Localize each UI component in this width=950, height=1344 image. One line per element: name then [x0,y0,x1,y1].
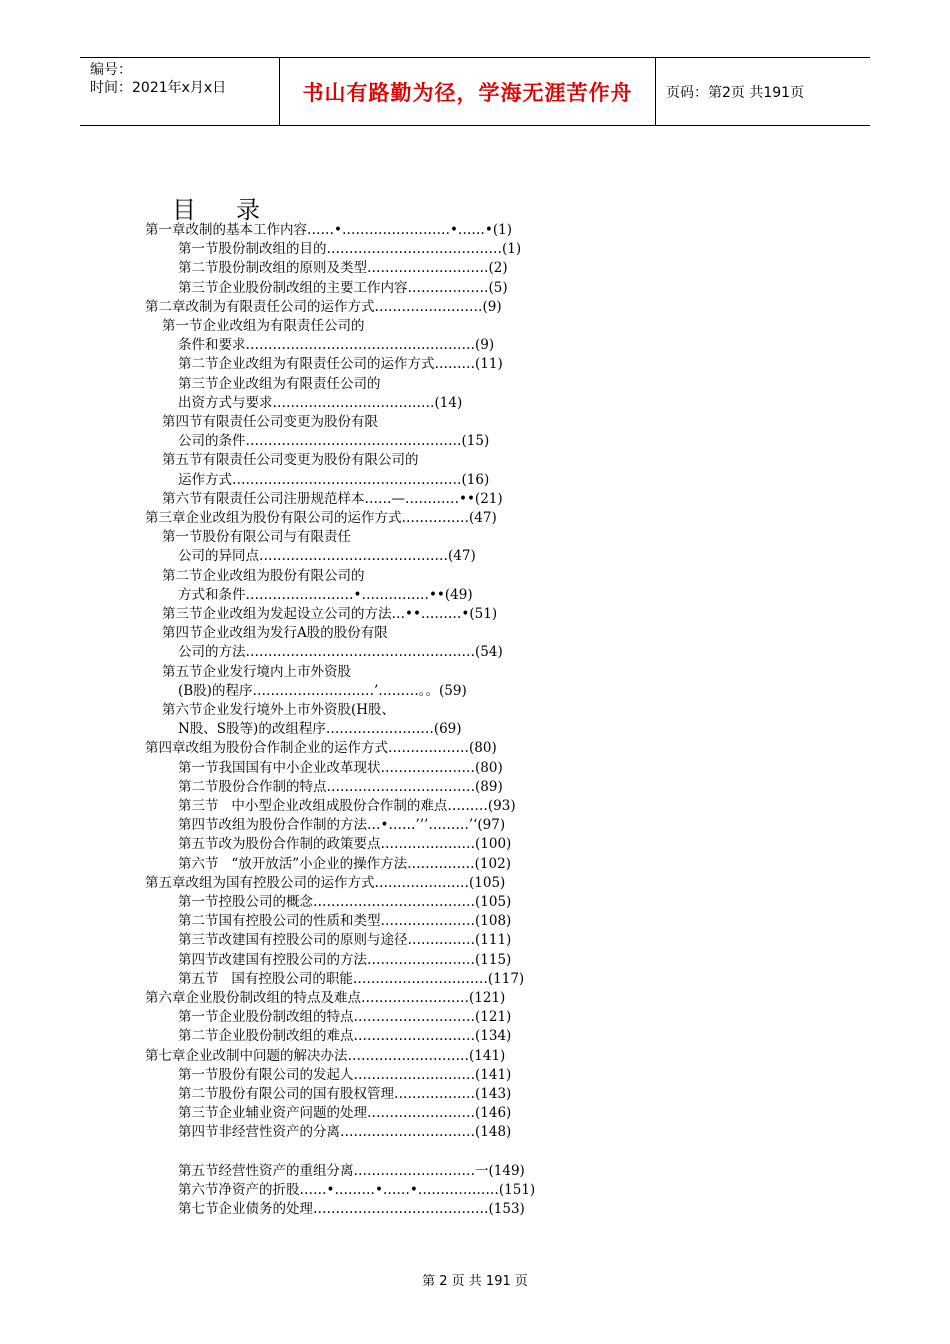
toc-entry: 条件和要求……………………………………………(9) [178,337,495,354]
toc-entry: 第三节 中小型企业改组成股份合作制的难点………(93) [178,798,516,814]
number-label: 编号： [90,62,132,78]
toc-entry: 运作方式……………………………………………(16) [178,471,490,488]
toc-entry: 第二节国有控股公司的性质和类型…………………(108) [178,913,512,930]
toc-entry: 第七节企业债务的处理…………………………………(153) [178,1201,525,1218]
toc-entry: 第六节企业发行境外上市外资股(H股、 [162,702,396,718]
toc-entry: 公司的条件…………………………………………(15) [178,433,490,450]
toc-entry: 第五节有限责任公司变更为股份有限公司的 [162,452,419,469]
header-page-info: 页码：第2页 共191页 [666,84,805,101]
toc-entry: 第二节股份有限公司的国有股权管理………………(143) [178,1086,512,1102]
toc-entry: 第四节改建国有控股公司的方法……………………(115) [178,951,512,968]
toc-entry: 第六节净资产的折股……•………•……•………………(151) [178,1182,536,1198]
toc-entry: 第五节企业发行境内上市外资股 [162,663,351,680]
toc-entry: 第三节企业辅业资产问题的处理……………………(146) [178,1105,512,1122]
toc-entry: 第六章企业股份制改组的特点及难点……………………(121) [145,990,506,1006]
toc-entry: 第五节改为股份合作制的政策要点…………………(100) [178,836,512,853]
toc-entry: 第七章企业改制中问题的解决办法………………………(141) [145,1047,506,1064]
toc-entry: 第三节企业股份制改组的主要工作内容………………(5) [178,279,508,296]
toc-entry: 第二章改制为有限责任公司的运作方式……………………(9) [145,298,502,315]
toc-entry: 第四节非经营性资产的分离…………………………(148) [178,1124,512,1141]
toc-entry: 第一节股份有限公司与有限责任 [162,529,351,546]
toc-entry: 方式和条件……………………•……………••(49) [178,586,473,603]
header-motto: 书山有路勤为径，学海无涯苦作舟 [280,58,656,125]
toc-entry: 第二节股份制改组的原则及类型………………………(2) [178,260,508,277]
time-label: 时间：2021年x月x日 [90,80,227,96]
toc-entry: 第五节经营性资产的重组分离………………………一(149) [178,1162,525,1179]
toc-entry: 第一节企业股份制改组的特点………………………(121) [178,1009,512,1026]
toc-entry: 第三章企业改组为股份有限公司的运作方式……………(47) [145,510,497,526]
toc-entry: 第一节股份有限公司的发起人………………………(141) [178,1066,512,1083]
toc-entry: 第六节 “放开放活”小企业的操作方法……………(102) [178,855,511,872]
toc-entry: 第二节股份合作制的特点……………………………(89) [178,778,503,795]
toc-entry: 第三节改建国有控股公司的原则与途径……………(111) [178,932,512,949]
page-footer: 第 2 页 共 191 页 [422,1274,528,1289]
toc-entry: N股、S股等)的改组程序……………………(69) [178,721,462,738]
toc-entry: 第五节 国有控股公司的职能…………………………(117) [178,970,525,987]
toc-entry: (B股)的程序………………………’………。。(59) [178,682,467,699]
toc-entry: 第四章改组为股份合作制企业的运作方式………………(80) [145,740,497,757]
toc-entry: 第三节企业改组为发起设立公司的方法…••………•(51) [162,606,498,622]
toc-entry: 第四节改组为股份合作制的方法…•……’’’………’‘(97) [178,817,506,834]
toc-entry: 公司的异同点……………………………………(47) [178,548,476,565]
toc-entry: 第一章改制的基本工作内容……•……………………•……•(1) [145,222,513,238]
toc-entry: 第一节控股公司的概念………………………………(105) [178,894,512,910]
toc-title: 目录 [172,196,300,224]
toc-entry: 第四节有限责任公司变更为股份有限 [162,414,378,430]
toc-entry: 第二节企业改组为有限责任公司的运作方式………(11) [178,356,503,373]
toc-entry: 第二节企业改组为股份有限公司的 [162,567,365,584]
toc-entry: 第一节股份制改组的目的…………………………………(1) [178,241,522,258]
toc-entry: 第三节企业改组为有限责任公司的 [178,375,381,392]
toc-entry: 第一节企业改组为有限责任公司的 [162,318,365,334]
toc-entry: 第四节企业改组为发行A股的股份有限 [162,625,388,642]
toc-entry: 公司的方法……………………………………………(54) [178,644,503,661]
page-header [80,57,870,126]
header-meta [80,58,280,125]
toc-entry: 第二节企业股份制改组的难点………………………(134) [178,1028,512,1045]
toc-entry: 第一节我国国有中小企业改革现状…………………(80) [178,759,503,776]
toc-entry: 第六节有限责任公司注册规范样本……—…………••(21) [162,490,503,507]
toc-entry: 第五章改组为国有控股公司的运作方式…………………(105) [145,874,506,891]
toc-entry: 出资方式与要求………………………………(14) [178,394,463,411]
